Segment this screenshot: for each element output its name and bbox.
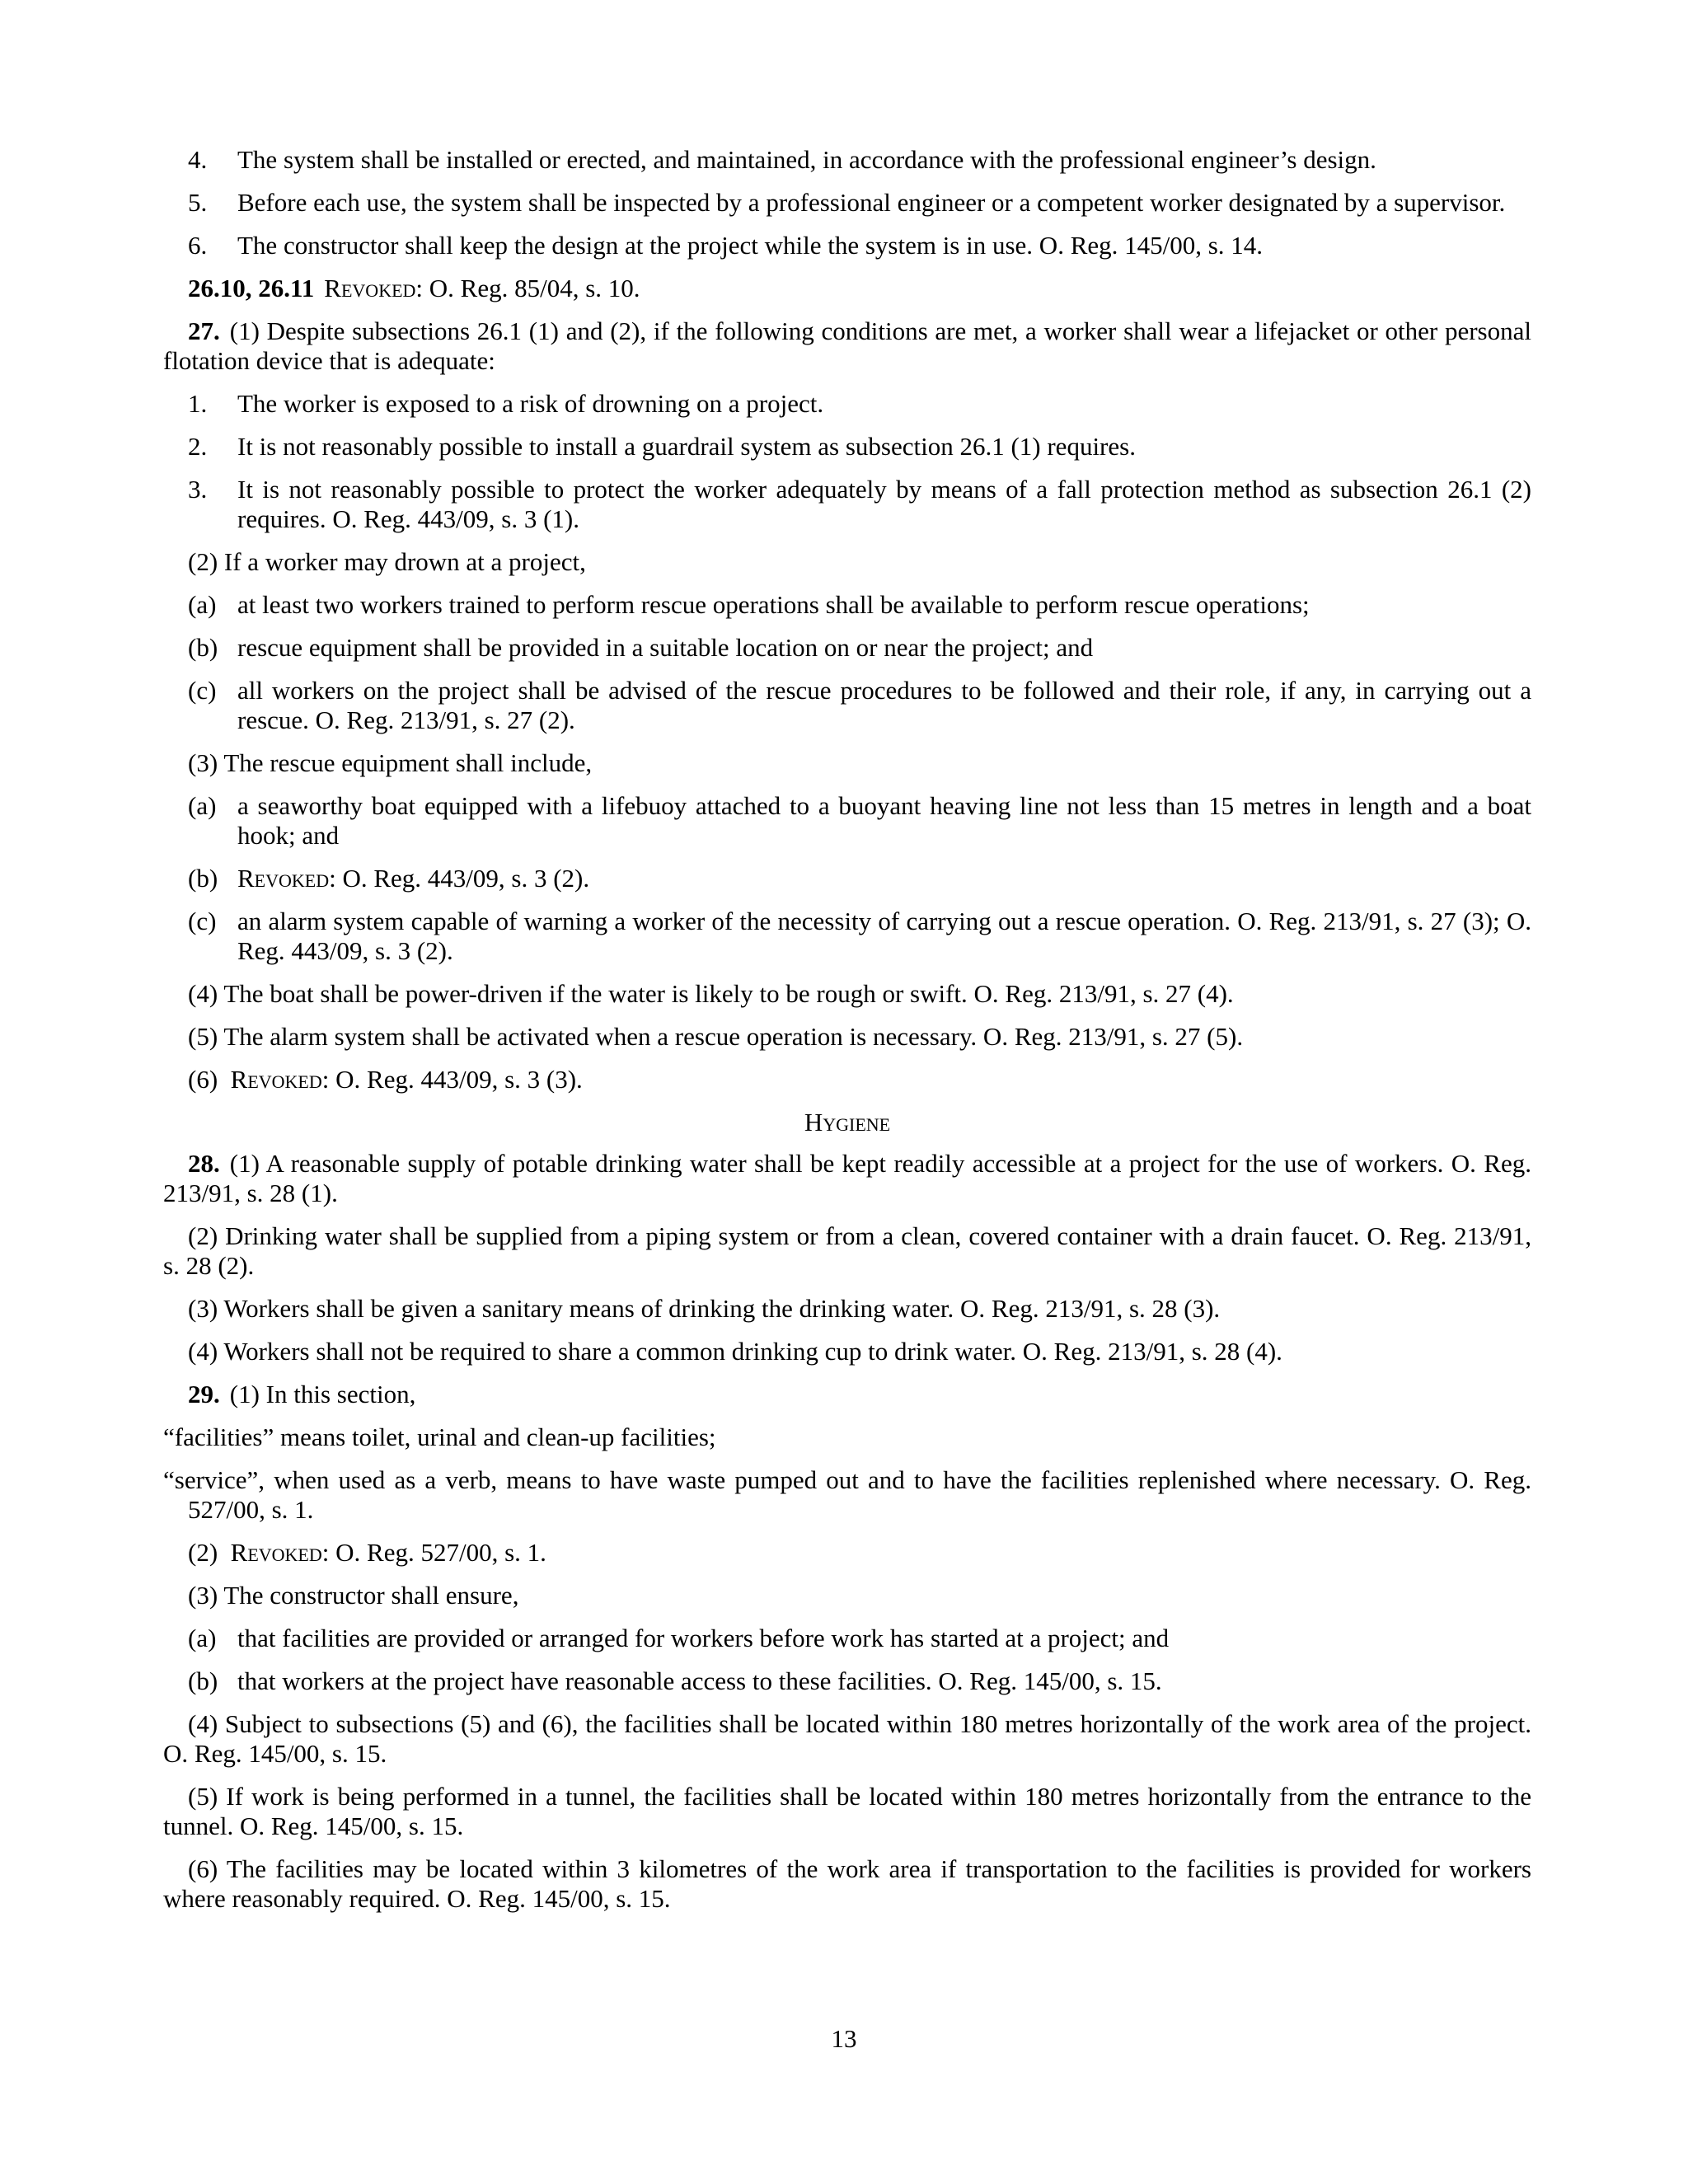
item-label: 4. <box>188 145 208 174</box>
item-label: 1. <box>188 389 208 418</box>
subsection-27-2: (2) If a worker may drown at a project, <box>188 547 586 576</box>
subsection-27-4: (4) The boat shall be power-driven if the water is likely to be rough or swift. O. Reg. 213/91, s. 27 (4). <box>188 979 1234 1008</box>
subsection-28-2: (2) Drinking water shall be supplied from a piping system or from a clean, covered container with a drain faucet. O. Reg. 213/91, s. 28 (2). <box>163 1221 1531 1280</box>
item-text: that facilities are provided or arranged for workers before work has started at a project; and <box>237 1624 1170 1652</box>
definition-facilities: “facilities” means toilet, urinal and clean-up facilities; <box>163 1422 716 1451</box>
subsection-28-4: (4) Workers shall not be required to share a common drinking cup to drink water. O. Reg. 213/91, s. 28 (4). <box>188 1337 1282 1366</box>
subsection-27-5: (5) The alarm system shall be activated when a rescue operation is necessary. O. Reg. 213/91, s. 27 (5). <box>188 1022 1244 1051</box>
page-number: 13 <box>831 2024 857 2053</box>
heading-hygiene: Hygiene <box>804 1108 891 1137</box>
list-item <box>163 231 1531 260</box>
list-item <box>163 633 1531 663</box>
list-item <box>163 791 1531 851</box>
item-text: Before each use, the system shall be inspected by a professional engineer or a competent worker designated by a supervisor. <box>237 188 1506 217</box>
item-text: : O. Reg. 443/09, s. 3 (2). <box>329 864 590 893</box>
item-label: 6. <box>188 231 208 260</box>
subsection-29-6: (6) The facilities may be located within 3 kilometres of the work area if transportation to the facilities is provided for workers where reasonably required. O. Reg. 145/00, s. 15. <box>163 1854 1531 1913</box>
list-item <box>163 432 1531 462</box>
list-item <box>163 676 1531 735</box>
section-28 <box>163 1149 1531 1208</box>
section-number: 29. <box>188 1380 220 1408</box>
list-item <box>163 145 1531 175</box>
item-text: The system shall be installed or erected, and maintained, in accordance with the professional engineer’s design. <box>237 145 1376 174</box>
subsection-27-6 <box>163 1065 1531 1094</box>
item-label: (a) <box>188 1624 217 1652</box>
subsection-27-3: (3) The rescue equipment shall include, <box>188 748 593 777</box>
item-label: 5. <box>188 188 208 217</box>
revoked-label: Revoked <box>230 1538 322 1567</box>
section-number: 26.10, 26.11 <box>188 274 315 302</box>
item-text: an alarm system capable of warning a worker of the necessity of carrying out a rescue operation. O. Reg. 213/91, s. 27 (3); O. Reg. 443/09, s. 3 (2). <box>237 907 1531 965</box>
section-text: : O. Reg. 85/04, s. 10. <box>415 274 640 302</box>
subsection-29-3: (3) The constructor shall ensure, <box>188 1581 519 1610</box>
subsection-29-5: (5) If work is being performed in a tunnel, the facilities shall be located within 180 metres horizontally from the entrance to the tunnel. O. Reg. 145/00, s. 15. <box>163 1782 1531 1840</box>
item-text: a seaworthy boat equipped with a lifebuoy attached to a buoyant heaving line not less than 15 metres in length and a boat hook; and <box>237 791 1531 850</box>
list-item <box>163 590 1531 620</box>
section-27 <box>163 316 1531 376</box>
revoked-label: Revoked <box>230 1065 322 1094</box>
item-text: all workers on the project shall be advised of the rescue procedures to be followed and their role, if any, in carrying out a rescue. O. Reg. 213/91, s. 27 (2). <box>237 676 1531 734</box>
list-item <box>163 475 1531 534</box>
item-text: The constructor shall keep the design at the project while the system is in use. O. Reg. 145/00, s. 14. <box>237 231 1264 260</box>
list-item <box>163 188 1531 218</box>
subsection-29-4: (4) Subject to subsections (5) and (6), the facilities shall be located within 180 metres horizontally of the work area of the project. O. Reg. 145/00, s. 15. <box>163 1709 1531 1768</box>
section-text: (1) A reasonable supply of potable drinking water shall be kept readily accessible at a project for the use of workers. O. Reg. 213/91, s. 28 (1). <box>163 1149 1531 1207</box>
list-item <box>163 1666 1531 1696</box>
item-label: (b) <box>188 633 218 662</box>
subsection-text: : O. Reg. 527/00, s. 1. <box>321 1538 546 1567</box>
item-text: that workers at the project have reasonable access to these facilities. O. Reg. 145/00, s. 15. <box>237 1666 1162 1695</box>
list-item <box>163 907 1531 966</box>
item-text: It is not reasonably possible to protect the worker adequately by means of a fall protection method as subsection 26.1 (2) requires. O. Reg. 443/09, s. 3 (1). <box>237 475 1531 533</box>
section-number: 27. <box>188 316 220 345</box>
item-label: 2. <box>188 432 208 461</box>
page-content <box>163 145 1531 1927</box>
list-item <box>163 864 1531 893</box>
subsection-text: : O. Reg. 443/09, s. 3 (3). <box>321 1065 583 1094</box>
item-text: rescue equipment shall be provided in a suitable location on or near the project; and <box>237 633 1094 662</box>
item-label: (c) <box>188 676 217 705</box>
subsection-prefix: (2) <box>188 1538 231 1567</box>
item-text: at least two workers trained to perform rescue operations shall be available to perform rescue operations; <box>237 590 1310 619</box>
item-label: (b) <box>188 1666 218 1695</box>
item-text: It is not reasonably possible to install a guardrail system as subsection 26.1 (1) requires. <box>237 432 1136 461</box>
subsection-29-2 <box>163 1538 1531 1568</box>
item-text: The worker is exposed to a risk of drowning on a project. <box>237 389 824 418</box>
revoked-label: Revoked <box>237 864 330 893</box>
list-item <box>163 389 1531 419</box>
section-29 <box>163 1380 1531 1409</box>
section-text: (1) Despite subsections 26.1 (1) and (2), if the following conditions are met, a worker shall wear a lifejacket or other personal flotation device that is adequate: <box>163 316 1531 375</box>
item-label: 3. <box>188 475 208 504</box>
item-label: (c) <box>188 907 217 935</box>
section-26-10 <box>163 274 1531 303</box>
subsection-prefix: (6) <box>188 1065 231 1094</box>
item-label: (a) <box>188 590 217 619</box>
definition-service: “service”, when used as a verb, means to have waste pumped out and to have the facilities replenished where necessary. O. Reg. 527/00, s. 1. <box>163 1465 1531 1524</box>
item-label: (b) <box>188 864 218 893</box>
section-number: 28. <box>188 1149 220 1178</box>
list-item <box>163 1624 1531 1653</box>
section-text: (1) In this section, <box>229 1380 416 1408</box>
revoked-label: Revoked <box>324 274 416 302</box>
subsection-28-3: (3) Workers shall be given a sanitary means of drinking the drinking water. O. Reg. 213/91, s. 28 (3). <box>188 1294 1221 1323</box>
item-label: (a) <box>188 791 217 820</box>
